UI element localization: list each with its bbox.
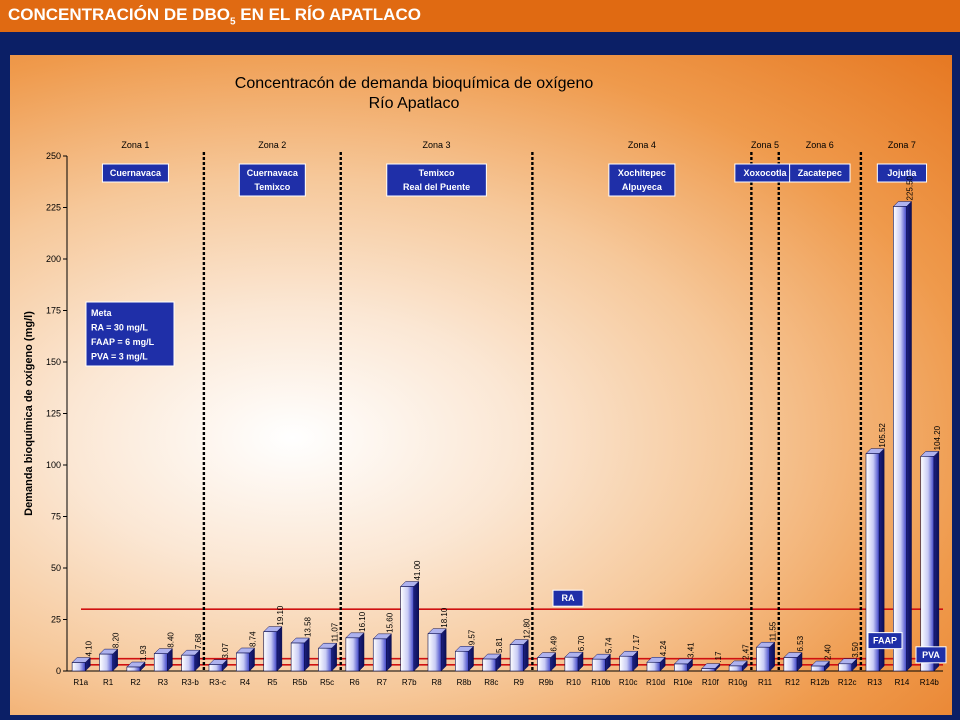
bar-side [304,638,309,671]
x-tick-label: R9 [513,678,524,687]
y-tick-label: 175 [45,305,61,316]
x-tick-label: R12 [785,678,800,687]
page-title-tail: EN EL RÍO APATLACO [235,5,421,24]
goals-box-line: FAAP = 6 mg/L [91,337,155,347]
zone-label: Zona 7 [887,140,916,150]
zone-label: Zona 6 [805,140,834,150]
bar-value-label: 11.07 [330,622,340,643]
bar [455,651,468,671]
y-tick-label: 225 [45,202,61,213]
zone-label: Zona 5 [751,140,780,150]
x-tick-label: R2 [130,678,141,687]
x-tick-label: R9b [538,678,554,687]
x-tick-label: R10b [591,678,611,687]
bar-value-label: 12.80 [522,618,532,639]
bar-value-label: 11.55 [768,621,778,642]
bar-value-label: 15.60 [385,612,395,633]
bar [209,665,222,671]
bar-value-label: 8.20 [111,632,121,649]
zone-city-label: Temixco [254,182,291,192]
zone-city-label: Jojutla [887,168,917,178]
y-tick-label: 200 [45,254,61,264]
page-title-subscript: 5 [229,16,236,28]
bar-value-label: 9.57 [467,629,477,646]
bar [839,664,852,671]
bar-value-label: 4.10 [84,640,94,657]
zone-city-label: Cuernavaca [109,168,161,178]
x-tick-label: R3-b [181,678,199,687]
bar [346,638,359,671]
bar-side [441,629,446,671]
bar-value-label: 7.17 [631,634,641,651]
bar-value-label: 4.24 [659,640,669,657]
x-tick-label: R1a [73,678,89,687]
bar [592,659,605,671]
y-tick-label: 150 [45,357,61,367]
bar-side [907,201,912,671]
y-tick-label: 25 [50,614,61,625]
zone-city-label: Real del Puente [403,182,471,192]
x-tick-label: R8 [431,678,442,687]
bar [729,666,742,671]
bar-value-label: 6.53 [796,635,806,652]
x-tick-label: R7 [376,678,387,687]
bar-value-label: 3.50 [850,642,860,658]
bar-value-label: 6.49 [549,636,559,652]
bar [565,657,578,671]
bar-value-label: 225.50 [905,176,915,201]
bar-value-label: 16.10 [358,611,368,632]
bar-value-label: 19.10 [275,605,285,626]
bar-value-label: 2.47 [741,644,751,660]
bar-value-label: 104.20 [932,425,942,451]
bar-side [386,634,391,671]
zone-city-label: Zacatepec [797,168,842,178]
header-bar [0,0,960,32]
zone-city-label: Alpuyeca [621,182,662,192]
x-tick-label: R5b [292,678,308,687]
bar-side [359,633,364,671]
bar [373,639,386,671]
ra-label: RA [561,593,575,604]
bar-value-label: 6.70 [577,635,587,652]
bar-side [277,627,282,671]
bar-value-label: 1.93 [139,645,149,662]
zone-city-label: Xochitepec [617,168,666,178]
bar [428,634,441,671]
bar [510,645,523,671]
bar-value-label: 7.68 [193,633,203,650]
bar-side [934,451,939,671]
zone-city-label: Xoxocotla [743,168,787,178]
bar [620,656,633,671]
bar [401,587,414,671]
bar [483,659,496,671]
bar-value-label: 5.74 [604,637,614,654]
zone-label: Zona 3 [422,140,451,150]
x-tick-label: R5 [267,678,278,687]
goals-box-line: RA = 30 mg/L [91,322,148,333]
x-tick-label: R6 [349,678,360,687]
x-tick-label: R10g [728,678,748,687]
bar [236,653,249,671]
y-tick-label: 100 [45,460,61,470]
x-tick-label: R12b [810,678,830,687]
bar-value-label: 41.00 [412,560,422,581]
x-tick-label: R10 [566,678,581,687]
x-tick-label: R13 [867,678,882,687]
x-tick-label: R14b [919,678,939,687]
chart-panel [10,55,952,715]
zone-label: Zona 1 [121,140,150,150]
x-tick-label: R7b [401,678,417,687]
page-title-main: CONCENTRACIÓN DE DBO [8,5,230,24]
y-axis-label: Demanda bioquímica de oxígeno (mg/l) [23,311,35,516]
x-tick-label: R10d [646,678,666,687]
chart-subtitle: Río Apatlaco [368,95,460,112]
bar [921,456,934,671]
x-tick-label: R4 [239,678,251,687]
x-tick-label: R5c [319,678,335,687]
bar [647,662,660,671]
bar [893,206,906,671]
bar-value-label: 13.58 [303,616,313,638]
x-tick-label: R14 [894,678,910,687]
x-tick-label: R10c [618,678,638,687]
bar-value-label: 5.81 [494,637,504,654]
y-tick-label: 250 [45,151,61,161]
goals-box-line: Meta [91,308,112,318]
bar [784,658,797,671]
x-tick-label: R11 [758,678,773,687]
goals-box-line: PVA = 3 mg/L [91,351,148,362]
zone-city-label: Cuernavaca [246,168,298,178]
bar-side [523,640,528,671]
bar [318,648,331,671]
y-tick-label: 75 [50,511,61,522]
x-tick-label: R10f [701,678,719,687]
bar-value-label: 8.40 [166,632,176,648]
x-tick-label: R12c [837,678,857,687]
x-tick-label: R8b [456,678,472,687]
bar [99,654,112,671]
chart-title: Concentracón de demanda bioquímica de oxígeno [234,75,594,92]
y-tick-label: 125 [45,408,61,419]
x-tick-label: R10e [673,678,693,687]
bar [811,666,824,671]
zone-label: Zona 2 [258,140,287,150]
bar [127,667,140,671]
bar [72,663,85,671]
y-tick-label: 0 [55,666,61,676]
bar [154,654,167,671]
x-tick-label: R8c [484,678,499,687]
bod-chart [10,55,952,715]
page-title [8,5,421,27]
bar-value-label: 105.52 [878,423,888,448]
bar [537,658,550,671]
zone-city-label: Temixco [418,168,455,178]
bar-value-label: 8.74 [248,631,258,647]
bar-value-label: 18.10 [440,607,450,628]
bar-value-label: 3.07 [221,643,231,659]
bar [702,669,715,671]
x-tick-label: R1 [102,678,114,687]
y-tick-label: 50 [50,563,61,573]
bar [291,643,304,671]
zone-label: Zona 4 [627,140,656,150]
pva-label: PVA [922,649,940,660]
bar [264,632,277,671]
bar-value-label: 2.40 [823,644,833,661]
bar-side [414,582,419,671]
bar-value-label: .17 [713,651,723,663]
x-tick-label: R3-c [209,678,227,687]
bar [674,664,687,671]
faap-label: FAAP [872,635,898,646]
bar [182,655,195,671]
x-tick-label: R3 [157,678,168,687]
bar [756,647,769,671]
bar-value-label: 3.41 [686,642,696,658]
